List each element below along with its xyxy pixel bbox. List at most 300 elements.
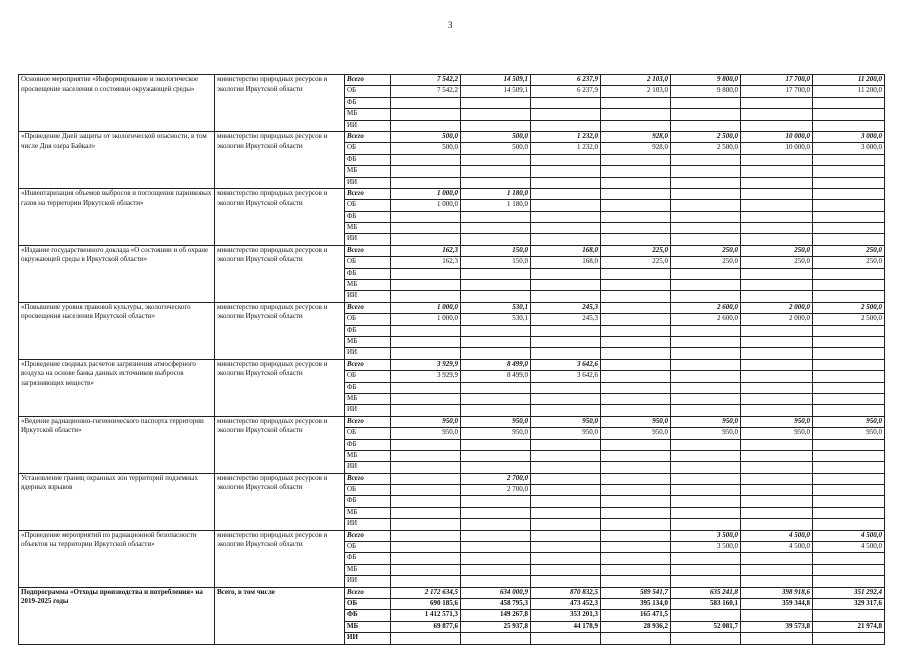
amount-cell bbox=[391, 405, 461, 416]
amount-cell bbox=[461, 166, 531, 177]
amount-cell: 149 267,8 bbox=[461, 610, 531, 621]
amount-cell bbox=[461, 336, 531, 347]
amount-cell bbox=[813, 109, 885, 120]
activity-name: «Ведение радиационно-гигиенического паспорта территории Иркутской области» bbox=[19, 416, 215, 473]
amount-cell bbox=[741, 564, 813, 575]
amount-cell bbox=[531, 462, 601, 473]
amount-cell bbox=[531, 553, 601, 564]
amount-cell bbox=[391, 393, 461, 404]
amount-cell bbox=[671, 393, 741, 404]
amount-cell: 583 160,1 bbox=[671, 598, 741, 609]
amount-cell bbox=[813, 280, 885, 291]
amount-cell: 1 232,0 bbox=[531, 131, 601, 142]
executor: министерство природных ресурсов и экологии Иркутской области bbox=[215, 188, 345, 245]
amount-cell bbox=[671, 234, 741, 245]
amount-cell bbox=[671, 166, 741, 177]
amount-cell bbox=[461, 120, 531, 131]
amount-cell bbox=[813, 120, 885, 131]
amount-cell bbox=[671, 200, 741, 211]
amount-cell bbox=[601, 109, 671, 120]
amount-cell: 329 317,6 bbox=[813, 598, 885, 609]
amount-cell bbox=[671, 177, 741, 188]
funding-source: ФБ bbox=[345, 610, 391, 621]
amount-cell: 11 200,0 bbox=[813, 75, 885, 86]
amount-cell bbox=[813, 405, 885, 416]
amount-cell bbox=[601, 120, 671, 131]
funding-source: ИИ bbox=[345, 462, 391, 473]
amount-cell: 473 452,3 bbox=[531, 598, 601, 609]
amount-cell bbox=[741, 576, 813, 587]
amount-cell bbox=[813, 519, 885, 530]
amount-cell bbox=[391, 109, 461, 120]
amount-cell bbox=[671, 462, 741, 473]
funding-source: ОБ bbox=[345, 257, 391, 268]
amount-cell bbox=[391, 234, 461, 245]
amount-cell bbox=[531, 166, 601, 177]
funding-source: МБ bbox=[345, 621, 391, 632]
funding-source: ФБ bbox=[345, 439, 391, 450]
amount-cell bbox=[461, 177, 531, 188]
amount-cell bbox=[391, 291, 461, 302]
funding-source: ИИ bbox=[345, 177, 391, 188]
amount-cell bbox=[813, 564, 885, 575]
amount-cell: 17 700,0 bbox=[741, 86, 813, 97]
amount-cell bbox=[741, 177, 813, 188]
amount-cell bbox=[531, 564, 601, 575]
amount-cell: 2 500,0 bbox=[671, 143, 741, 154]
amount-cell: 44 178,9 bbox=[531, 621, 601, 632]
amount-cell bbox=[741, 633, 813, 644]
amount-cell: 500,0 bbox=[461, 143, 531, 154]
amount-cell bbox=[813, 325, 885, 336]
amount-cell bbox=[461, 519, 531, 530]
amount-cell bbox=[813, 200, 885, 211]
amount-cell: 950,0 bbox=[671, 428, 741, 439]
amount-cell bbox=[601, 519, 671, 530]
amount-cell: 250,0 bbox=[813, 257, 885, 268]
amount-cell bbox=[671, 382, 741, 393]
funding-source: ОБ bbox=[345, 485, 391, 496]
amount-cell: 3 500,0 bbox=[671, 542, 741, 553]
amount-cell bbox=[391, 166, 461, 177]
amount-cell bbox=[531, 576, 601, 587]
amount-cell bbox=[391, 450, 461, 461]
amount-cell: 2 103,0 bbox=[601, 75, 671, 86]
amount-cell bbox=[741, 382, 813, 393]
funding-source: ИИ bbox=[345, 405, 391, 416]
amount-cell: 351 292,4 bbox=[813, 587, 885, 598]
amount-cell bbox=[531, 542, 601, 553]
amount-cell bbox=[671, 439, 741, 450]
funding-source: ИИ bbox=[345, 348, 391, 359]
amount-cell: 10 000,0 bbox=[741, 143, 813, 154]
amount-cell bbox=[531, 382, 601, 393]
amount-cell bbox=[671, 405, 741, 416]
activity-name: «Проведение мероприятий по радиационной безопасности объектов на территории Иркутской области» bbox=[19, 530, 215, 587]
amount-cell bbox=[601, 314, 671, 325]
amount-cell: 353 201,3 bbox=[531, 610, 601, 621]
activity-name: «Повышение уровня правовой культуры, экологического просвещения населения Иркутской области» bbox=[19, 302, 215, 359]
funding-source: МБ bbox=[345, 564, 391, 575]
table-row bbox=[19, 416, 885, 427]
amount-cell bbox=[461, 564, 531, 575]
amount-cell bbox=[671, 450, 741, 461]
amount-cell: 150,0 bbox=[461, 245, 531, 256]
amount-cell bbox=[671, 268, 741, 279]
amount-cell bbox=[741, 154, 813, 165]
amount-cell bbox=[461, 97, 531, 108]
amount-cell bbox=[601, 530, 671, 541]
amount-cell bbox=[531, 450, 601, 461]
table-row bbox=[19, 188, 885, 199]
amount-cell: 398 918,6 bbox=[741, 587, 813, 598]
amount-cell: 1 000,0 bbox=[391, 314, 461, 325]
amount-cell bbox=[813, 223, 885, 234]
funding-source: Всего bbox=[345, 587, 391, 598]
amount-cell bbox=[813, 610, 885, 621]
amount-cell bbox=[813, 211, 885, 222]
table-row bbox=[19, 359, 885, 370]
amount-cell bbox=[671, 553, 741, 564]
funding-source: МБ bbox=[345, 223, 391, 234]
amount-cell bbox=[531, 473, 601, 484]
amount-cell bbox=[461, 393, 531, 404]
funding-source: ИИ bbox=[345, 120, 391, 131]
amount-cell: 250,0 bbox=[813, 245, 885, 256]
amount-cell bbox=[601, 234, 671, 245]
amount-cell bbox=[671, 325, 741, 336]
table-row bbox=[19, 587, 885, 598]
activity-name: «Инвентаризация объемов выбросов и поглощения парниковых газов на территории Иркутской области» bbox=[19, 188, 215, 245]
amount-cell bbox=[741, 223, 813, 234]
amount-cell bbox=[741, 496, 813, 507]
amount-cell: 928,0 bbox=[601, 131, 671, 142]
amount-cell: 8 499,0 bbox=[461, 371, 531, 382]
amount-cell: 1 180,0 bbox=[461, 200, 531, 211]
amount-cell bbox=[671, 507, 741, 518]
amount-cell: 14 509,1 bbox=[461, 86, 531, 97]
amount-cell bbox=[461, 325, 531, 336]
amount-cell bbox=[671, 633, 741, 644]
funding-source: ФБ bbox=[345, 154, 391, 165]
amount-cell bbox=[391, 211, 461, 222]
amount-cell bbox=[671, 519, 741, 530]
amount-cell: 950,0 bbox=[601, 416, 671, 427]
funding-source: МБ bbox=[345, 507, 391, 518]
amount-cell bbox=[531, 120, 601, 131]
amount-cell: 52 081,7 bbox=[671, 621, 741, 632]
amount-cell bbox=[391, 348, 461, 359]
amount-cell bbox=[601, 325, 671, 336]
amount-cell: 21 974,8 bbox=[813, 621, 885, 632]
amount-cell bbox=[671, 154, 741, 165]
amount-cell bbox=[813, 462, 885, 473]
amount-cell: 1 412 571,3 bbox=[391, 610, 461, 621]
amount-cell: 69 877,6 bbox=[391, 621, 461, 632]
amount-cell bbox=[461, 291, 531, 302]
amount-cell bbox=[461, 542, 531, 553]
amount-cell bbox=[391, 633, 461, 644]
amount-cell: 1 000,0 bbox=[391, 302, 461, 313]
amount-cell: 245,3 bbox=[531, 314, 601, 325]
amount-cell bbox=[531, 154, 601, 165]
amount-cell: 250,0 bbox=[671, 245, 741, 256]
amount-cell bbox=[671, 223, 741, 234]
amount-cell bbox=[531, 325, 601, 336]
amount-cell: 2 500,0 bbox=[671, 131, 741, 142]
amount-cell bbox=[461, 154, 531, 165]
amount-cell bbox=[741, 405, 813, 416]
amount-cell: 635 241,8 bbox=[671, 587, 741, 598]
executor: министерство природных ресурсов и экологии Иркутской области bbox=[215, 245, 345, 302]
amount-cell bbox=[671, 336, 741, 347]
amount-cell bbox=[601, 280, 671, 291]
amount-cell bbox=[461, 223, 531, 234]
funding-source: Всего bbox=[345, 359, 391, 370]
activity-name: «Проведение Дней защиты от экологической опасности, в том числе Дня озера Байкал» bbox=[19, 131, 215, 188]
amount-cell bbox=[461, 507, 531, 518]
amount-cell: 530,1 bbox=[461, 302, 531, 313]
amount-cell bbox=[461, 450, 531, 461]
amount-cell: 162,3 bbox=[391, 245, 461, 256]
amount-cell bbox=[531, 530, 601, 541]
executor: министерство природных ресурсов и экологии Иркутской области bbox=[215, 131, 345, 188]
amount-cell: 168,0 bbox=[531, 257, 601, 268]
amount-cell: 950,0 bbox=[531, 428, 601, 439]
amount-cell: 950,0 bbox=[671, 416, 741, 427]
amount-cell bbox=[813, 154, 885, 165]
amount-cell bbox=[741, 291, 813, 302]
amount-cell bbox=[391, 530, 461, 541]
amount-cell: 250,0 bbox=[741, 257, 813, 268]
amount-cell bbox=[813, 507, 885, 518]
amount-cell bbox=[531, 496, 601, 507]
amount-cell: 250,0 bbox=[671, 257, 741, 268]
amount-cell bbox=[531, 280, 601, 291]
amount-cell bbox=[461, 280, 531, 291]
executor: министерство природных ресурсов и экологии Иркутской области bbox=[215, 416, 345, 473]
funding-source: ИИ bbox=[345, 234, 391, 245]
amount-cell: 458 795,3 bbox=[461, 598, 531, 609]
table-body bbox=[19, 75, 885, 645]
amount-cell bbox=[741, 280, 813, 291]
amount-cell: 500,0 bbox=[391, 143, 461, 154]
amount-cell bbox=[741, 610, 813, 621]
amount-cell bbox=[601, 188, 671, 199]
activity-name: Установление границ охранных зон территорий подземных ядерных взрывов bbox=[19, 473, 215, 530]
funding-source: ОБ bbox=[345, 428, 391, 439]
amount-cell: 28 936,2 bbox=[601, 621, 671, 632]
amount-cell bbox=[741, 462, 813, 473]
amount-cell bbox=[461, 462, 531, 473]
amount-cell: 4 500,0 bbox=[813, 530, 885, 541]
amount-cell: 950,0 bbox=[461, 428, 531, 439]
executor: Всего, в том числе bbox=[215, 587, 345, 644]
amount-cell bbox=[601, 507, 671, 518]
amount-cell bbox=[531, 405, 601, 416]
amount-cell bbox=[741, 109, 813, 120]
amount-cell: 2 103,0 bbox=[601, 86, 671, 97]
amount-cell bbox=[391, 268, 461, 279]
amount-cell bbox=[601, 450, 671, 461]
amount-cell bbox=[391, 473, 461, 484]
amount-cell bbox=[601, 496, 671, 507]
amount-cell bbox=[671, 576, 741, 587]
executor: министерство природных ресурсов и экологии Иркутской области bbox=[215, 75, 345, 132]
amount-cell bbox=[461, 439, 531, 450]
amount-cell: 4 500,0 bbox=[741, 542, 813, 553]
amount-cell: 9 800,0 bbox=[671, 86, 741, 97]
table-row bbox=[19, 530, 885, 541]
amount-cell bbox=[813, 393, 885, 404]
amount-cell: 950,0 bbox=[391, 416, 461, 427]
funding-source: Всего bbox=[345, 302, 391, 313]
amount-cell bbox=[741, 188, 813, 199]
amount-cell bbox=[531, 97, 601, 108]
amount-cell: 1 000,0 bbox=[391, 188, 461, 199]
activity-name: Подпрограмма «Отходы производства и потребления» на 2019-2025 годы bbox=[19, 587, 215, 644]
amount-cell bbox=[601, 553, 671, 564]
amount-cell: 150,0 bbox=[461, 257, 531, 268]
amount-cell bbox=[601, 359, 671, 370]
amount-cell bbox=[461, 211, 531, 222]
amount-cell: 2 000,0 bbox=[741, 302, 813, 313]
amount-cell: 950,0 bbox=[531, 416, 601, 427]
amount-cell bbox=[531, 291, 601, 302]
amount-cell: 2 500,0 bbox=[813, 314, 885, 325]
amount-cell bbox=[531, 336, 601, 347]
table-row bbox=[19, 302, 885, 313]
amount-cell bbox=[391, 120, 461, 131]
amount-cell: 10 000,0 bbox=[741, 131, 813, 142]
amount-cell bbox=[531, 223, 601, 234]
amount-cell bbox=[671, 473, 741, 484]
amount-cell: 39 573,8 bbox=[741, 621, 813, 632]
amount-cell bbox=[601, 564, 671, 575]
amount-cell bbox=[531, 234, 601, 245]
amount-cell bbox=[671, 371, 741, 382]
amount-cell bbox=[671, 280, 741, 291]
amount-cell bbox=[601, 200, 671, 211]
amount-cell bbox=[461, 496, 531, 507]
amount-cell bbox=[391, 382, 461, 393]
amount-cell: 14 509,1 bbox=[461, 75, 531, 86]
amount-cell: 500,0 bbox=[391, 131, 461, 142]
amount-cell bbox=[813, 166, 885, 177]
amount-cell bbox=[741, 473, 813, 484]
amount-cell bbox=[601, 211, 671, 222]
amount-cell bbox=[741, 393, 813, 404]
amount-cell: 3 000,0 bbox=[813, 131, 885, 142]
amount-cell bbox=[391, 564, 461, 575]
amount-cell bbox=[531, 439, 601, 450]
amount-cell: 225,0 bbox=[601, 245, 671, 256]
amount-cell: 7 542,2 bbox=[391, 75, 461, 86]
amount-cell bbox=[601, 405, 671, 416]
amount-cell: 162,3 bbox=[391, 257, 461, 268]
activity-name: Основное мероприятие «Информирование и экологическое просвещение населения о состоянии окружающей среды» bbox=[19, 75, 215, 132]
amount-cell: 1 232,0 bbox=[531, 143, 601, 154]
amount-cell bbox=[813, 97, 885, 108]
amount-cell bbox=[741, 348, 813, 359]
amount-cell bbox=[391, 223, 461, 234]
amount-cell: 165 471,5 bbox=[601, 610, 671, 621]
amount-cell bbox=[461, 234, 531, 245]
amount-cell bbox=[531, 200, 601, 211]
amount-cell bbox=[391, 177, 461, 188]
amount-cell bbox=[741, 120, 813, 131]
amount-cell bbox=[531, 109, 601, 120]
funding-source: МБ bbox=[345, 109, 391, 120]
amount-cell: 634 000,9 bbox=[461, 587, 531, 598]
amount-cell bbox=[601, 336, 671, 347]
amount-cell bbox=[601, 177, 671, 188]
amount-cell: 225,0 bbox=[601, 257, 671, 268]
amount-cell bbox=[671, 496, 741, 507]
amount-cell: 950,0 bbox=[601, 428, 671, 439]
funding-source: МБ bbox=[345, 336, 391, 347]
amount-cell bbox=[813, 496, 885, 507]
amount-cell bbox=[671, 97, 741, 108]
funding-source: ФБ bbox=[345, 553, 391, 564]
amount-cell: 2 172 634,5 bbox=[391, 587, 461, 598]
amount-cell bbox=[461, 382, 531, 393]
amount-cell bbox=[813, 234, 885, 245]
table-row bbox=[19, 245, 885, 256]
amount-cell bbox=[391, 496, 461, 507]
amount-cell bbox=[601, 393, 671, 404]
amount-cell bbox=[531, 211, 601, 222]
amount-cell bbox=[813, 553, 885, 564]
amount-cell: 950,0 bbox=[391, 428, 461, 439]
amount-cell bbox=[601, 462, 671, 473]
amount-cell: 950,0 bbox=[461, 416, 531, 427]
executor: министерство природных ресурсов и экологии Иркутской области bbox=[215, 473, 345, 530]
amount-cell bbox=[813, 336, 885, 347]
amount-cell bbox=[741, 439, 813, 450]
amount-cell: 950,0 bbox=[741, 416, 813, 427]
funding-source: ФБ bbox=[345, 268, 391, 279]
amount-cell: 2 000,0 bbox=[741, 314, 813, 325]
amount-cell bbox=[741, 234, 813, 245]
funding-source: ИИ bbox=[345, 291, 391, 302]
amount-cell bbox=[391, 576, 461, 587]
funding-source: ИИ bbox=[345, 633, 391, 644]
amount-cell bbox=[461, 405, 531, 416]
amount-cell bbox=[531, 393, 601, 404]
amount-cell bbox=[601, 439, 671, 450]
amount-cell bbox=[741, 336, 813, 347]
amount-cell bbox=[531, 507, 601, 518]
amount-cell bbox=[391, 97, 461, 108]
amount-cell bbox=[601, 382, 671, 393]
amount-cell bbox=[461, 576, 531, 587]
amount-cell: 2 700,0 bbox=[461, 473, 531, 484]
amount-cell bbox=[601, 473, 671, 484]
funding-source: ФБ bbox=[345, 97, 391, 108]
amount-cell: 6 237,9 bbox=[531, 75, 601, 86]
funding-source: МБ bbox=[345, 166, 391, 177]
funding-source: ИИ bbox=[345, 519, 391, 530]
amount-cell bbox=[813, 382, 885, 393]
amount-cell bbox=[601, 576, 671, 587]
amount-cell bbox=[741, 211, 813, 222]
funding-source: МБ bbox=[345, 450, 391, 461]
amount-cell bbox=[391, 542, 461, 553]
amount-cell bbox=[813, 188, 885, 199]
amount-cell: 2 700,0 bbox=[461, 485, 531, 496]
amount-cell bbox=[601, 223, 671, 234]
